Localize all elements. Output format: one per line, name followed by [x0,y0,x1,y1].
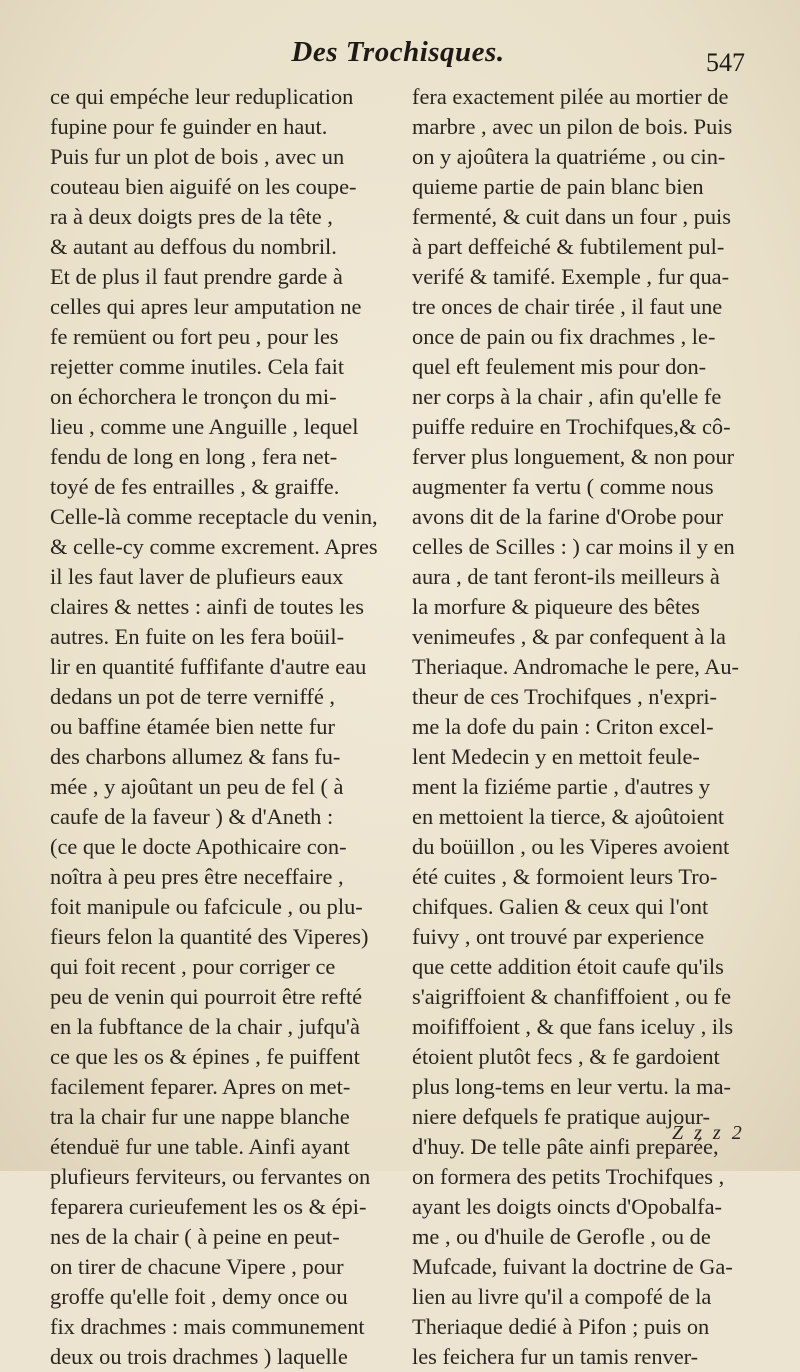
text-line: augmenter fa vertu ( comme nous [412,474,714,499]
text-line: noîtra à peu pres être neceffaire , [50,864,344,889]
text-line: caufe de la faveur ) & d'Aneth : [50,804,334,829]
text-line: ment la fiziéme partie , d'autres y [412,774,711,799]
text-line: on tirer de chacune Vipere , pour [50,1254,344,1279]
text-line: il les faut laver de plufieurs eaux [50,564,344,589]
text-line: été cuites , & formoient leurs Tro- [412,864,718,889]
text-line: quel eft feulement mis pour don- [412,354,707,379]
signature-mark: Z z z 2 [672,1122,745,1144]
text-line: étenduë fur une table. Ainfi ayant [50,1134,350,1159]
text-line: Mufcade, fuivant la doctrine de Ga- [412,1254,733,1279]
text-line: ra à deux doigts pres de la tête , [50,204,333,229]
text-line: me , ou d'huile de Gerofle , ou de [412,1224,711,1249]
text-line: once de pain ou fix drachmes , le- [412,324,716,349]
text-line: toyé de fes entrailles , & graiffe. [50,474,340,499]
text-line: & celle-cy comme excrement. Apres [50,534,378,559]
text-line: lent Medecin y en mettoit feule- [412,744,700,769]
text-line: foit manipule ou fafcicule , ou plu- [50,894,363,919]
text-line: rejetter comme inutiles. Cela fait [50,354,345,379]
text-line: ayant les doigts oincts d'Opobalfa- [412,1194,722,1219]
text-line: (ce que le docte Apothicaire con- [50,834,347,859]
text-line: ce qui empéche leur reduplication [50,84,354,109]
text-line: d'huy. De telle pâte ainfi preparée, [412,1134,719,1159]
text-line: plus long-tems en leur vertu. la ma- [412,1074,731,1099]
running-head: Des Trochisques. [291,36,505,68]
text-line: fermenté, & cuit dans un four , puis [412,204,731,229]
text-line: deux ou trois drachmes ) laquelle [50,1344,348,1369]
text-line: feparera curieufement les os & épi- [50,1194,367,1219]
text-line: moififfoient , & que fans iceluy , ils [412,1014,734,1039]
text-line: fix drachmes : mais communement [50,1314,365,1339]
text-line: celles qui apres leur amputation ne [50,294,362,319]
text-line: fe remüent ou fort peu , pour les [50,324,339,349]
text-line: Theriaque. Andromache le pere, Au- [412,654,740,679]
text-line: theur de ces Trochifques , n'expri- [412,684,717,709]
text-line: à part deffeiché & fubtilement pul- [412,234,725,259]
text-line: des charbons allumez & fans fu- [50,744,341,769]
page-header [0,36,800,76]
text-line: quieme partie de pain blanc bien [412,174,704,199]
text-line: lien au livre qu'il a compofé de la [412,1284,712,1309]
text-line: peu de venin qui pourroit être refté [50,984,363,1009]
text-line: en la fubftance de la chair , jufqu'à [50,1014,360,1039]
text-line: ce que les os & épines , fe puiffent [50,1044,360,1069]
text-line: chifques. Galien & ceux qui l'ont [412,894,709,919]
text-line: fupine pour fe guinder en haut. [50,114,328,139]
text-line: fera exactement pilée au mortier de [412,84,729,109]
text-line: tre onces de chair tirée , il faut une [412,294,723,319]
text-line: Celle-là comme receptacle du venin, [50,504,378,529]
text-line: on échorchera le tronçon du mi- [50,384,337,409]
right-text-column [412,82,784,1372]
text-line: Theriaque dedié à Pifon ; puis on [412,1314,710,1339]
text-line: aura , de tant feront-ils meilleurs à [412,564,720,589]
text-line: du boüillon , ou les Viperes avoient [412,834,730,859]
text-line: Et de plus il faut prendre garde à [50,264,343,289]
text-line: que cette addition étoit caufe qu'ils [412,954,724,979]
text-line: les feichera fur un tamis renver- [412,1344,699,1369]
text-line: ner corps à la chair , afin qu'elle fe [412,384,722,409]
text-line: mée , y ajoûtant un peu de fel ( à [50,774,344,799]
text-line: me la dofe du pain : Criton excel- [412,714,714,739]
text-line: groffe qu'elle foit , demy once ou [50,1284,348,1309]
text-line: claires & nettes : ainfi de toutes les [50,594,364,619]
left-text-column [50,82,410,1372]
text-line: celles de Scilles : ) car moins il y en [412,534,735,559]
text-line: on y ajoûtera la quatriéme , ou cin- [412,144,726,169]
text-line: en mettoient la tierce, & ajoûtoient [412,804,725,829]
text-line: fuivy , ont trouvé par experience [412,924,705,949]
text-line: ou baffine étamée bien nette fur [50,714,335,739]
text-line: lieu , comme une Anguille , lequel [50,414,359,439]
text-line: avons dit de la farine d'Orobe pour [412,504,724,529]
text-line: nes de la chair ( à peine en peut- [50,1224,340,1249]
text-line: niere defquels fe pratique aujour- [412,1104,710,1129]
text-line: puiffe reduire en Trochifques,& cô- [412,414,731,439]
text-line: dedans un pot de terre verniffé , [50,684,335,709]
page-number: 547 [706,48,745,77]
text-line: facilement feparer. Apres on met- [50,1074,351,1099]
text-line: marbre , avec un pilon de bois. Puis [412,114,733,139]
text-line: tra la chair fur une nappe blanche [50,1104,350,1129]
text-line: fieurs felon la quantité des Viperes) [50,924,369,949]
text-line: étoient plutôt fecs , & fe gardoient [412,1044,720,1069]
text-line: ferver plus longuement, & non pour [412,444,735,469]
text-line: venimeufes , & par confequent à la [412,624,726,649]
text-line: on formera des petits Trochifques , [412,1164,725,1189]
text-line: & autant au deffous du nombril. [50,234,337,259]
text-line: s'aigriffoient & chanfiffoient , ou fe [412,984,732,1009]
text-line: plufieurs ferviteurs, ou fervantes on [50,1164,371,1189]
text-line: verifé & tamifé. Exemple , fur qua- [412,264,730,289]
text-line: qui foit recent , pour corriger ce [50,954,336,979]
text-line: fendu de long en long , fera net- [50,444,338,469]
text-line: autres. En fuite on les fera boüil- [50,624,345,649]
text-line: Puis fur un plot de bois , avec un [50,144,345,169]
text-line: la morfure & piqueure des bêtes [412,594,700,619]
text-line: lir en quantité fuffifante d'autre eau [50,654,367,679]
text-line: couteau bien aiguifé on les coupe- [50,174,357,199]
